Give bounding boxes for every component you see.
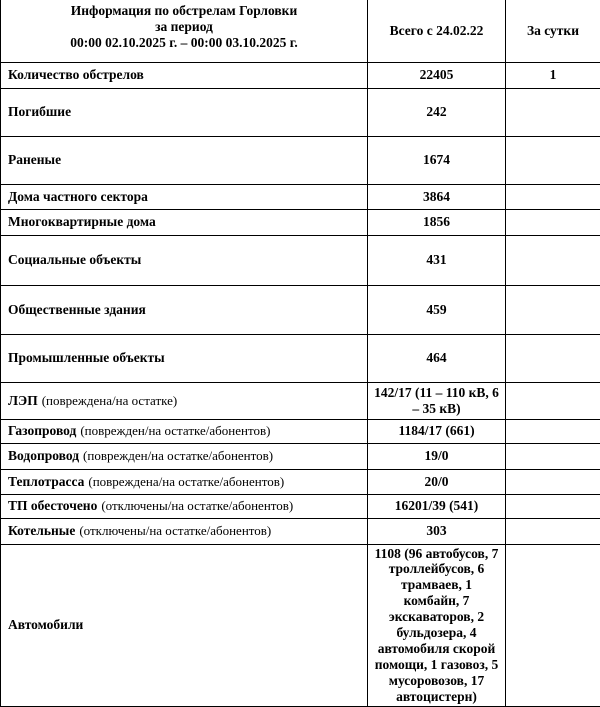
row-label-text: Котельные	[8, 523, 76, 539]
row-label-note: (отключены/на остатке/абонентов)	[79, 523, 272, 539]
table-row	[1, 235, 600, 285]
row-label	[1, 494, 368, 518]
column-header-total: Всего с 24.02.22	[368, 0, 506, 62]
report-title-cell	[1, 0, 368, 62]
daily-value	[506, 235, 600, 285]
table-header	[1, 0, 600, 62]
daily-value	[506, 285, 600, 334]
table-row	[1, 544, 600, 707]
total-value: 1108 (96 автобусов, 7 троллейбусов, 6 трамваев, 1 комбайн, 7 экскаваторов, 2 бульдозера, 4 автомобиля скорой помощи, 1 газовоз, 5 мусоровозов, 17 автоцистерн)	[368, 544, 506, 707]
daily-value	[506, 544, 600, 707]
row-label	[1, 518, 368, 544]
total-value: 431	[368, 235, 506, 285]
daily-value	[506, 494, 600, 518]
total-value: 303	[368, 518, 506, 544]
row-label-text: Количество обстрелов	[8, 67, 144, 83]
row-label	[1, 285, 368, 334]
table-row	[1, 469, 600, 494]
daily-value	[506, 184, 600, 209]
table-row	[1, 209, 600, 235]
row-label	[1, 443, 368, 469]
row-label-text: Многоквартирные дома	[8, 214, 156, 230]
row-label-note: (повреждена/на остатке)	[41, 392, 178, 408]
table-row	[1, 494, 600, 518]
row-label	[1, 209, 368, 235]
row-label-text: Теплотрасса	[8, 473, 85, 489]
row-label-text: Общественные здания	[8, 301, 146, 317]
row-label	[1, 544, 368, 707]
row-label-text: Промышленные объекты	[8, 350, 165, 366]
row-label-text: ТП обесточено	[8, 498, 98, 514]
row-label-note: (повреждена/на остатке/абонентов)	[88, 473, 285, 489]
daily-value	[506, 443, 600, 469]
row-label-note: (поврежден/на остатке/абонентов)	[80, 423, 271, 439]
daily-value	[506, 382, 600, 419]
daily-value	[506, 334, 600, 382]
row-label-text: Дома частного сектора	[8, 188, 148, 204]
row-label	[1, 419, 368, 443]
total-value: 22405	[368, 62, 506, 88]
daily-value	[506, 88, 600, 136]
report-title-line-2: за период	[155, 18, 213, 34]
total-value: 464	[368, 334, 506, 382]
column-header-daily: За сутки	[506, 0, 600, 62]
daily-value	[506, 518, 600, 544]
total-value: 3864	[368, 184, 506, 209]
total-value: 142/17 (11 – 110 кВ, 6 – 35 кВ)	[368, 382, 506, 419]
row-label-text: Водопровод	[8, 448, 80, 464]
daily-value	[506, 419, 600, 443]
report-title-line-1: Информация по обстрелам Горловки	[70, 3, 298, 18]
row-label-text: Социальные объекты	[8, 252, 142, 268]
total-value: 20/0	[368, 469, 506, 494]
report-title-line-3: 00:00 02.10.2025 г. – 00:00 03.10.2025 г.	[70, 34, 298, 50]
row-label	[1, 184, 368, 209]
total-value: 16201/39 (541)	[368, 494, 506, 518]
table-row	[1, 382, 600, 419]
header-row	[1, 0, 600, 62]
row-label-text: Автомобили	[8, 617, 84, 633]
table-row	[1, 62, 600, 88]
daily-value	[506, 209, 600, 235]
daily-value	[506, 136, 600, 184]
total-value: 459	[368, 285, 506, 334]
total-value: 19/0	[368, 443, 506, 469]
row-label	[1, 88, 368, 136]
total-value: 242	[368, 88, 506, 136]
row-label-text: Газопровод	[8, 423, 77, 439]
table-row	[1, 443, 600, 469]
table-row	[1, 334, 600, 382]
row-label-text: Погибшие	[8, 104, 72, 120]
row-label	[1, 62, 368, 88]
row-label-note: (поврежден/на остатке/абонентов)	[83, 448, 274, 464]
table-row	[1, 518, 600, 544]
row-label-text: Раненые	[8, 152, 62, 168]
row-label	[1, 136, 368, 184]
row-label	[1, 382, 368, 419]
row-label	[1, 235, 368, 285]
row-label-note: (отключены/на остатке/абонентов)	[101, 498, 294, 514]
table-body	[1, 62, 600, 707]
table-row	[1, 184, 600, 209]
daily-value: 1	[506, 62, 600, 88]
total-value: 1856	[368, 209, 506, 235]
daily-value	[506, 469, 600, 494]
table-row	[1, 136, 600, 184]
total-value: 1184/17 (661)	[368, 419, 506, 443]
table-row	[1, 88, 600, 136]
table-row	[1, 285, 600, 334]
row-label	[1, 334, 368, 382]
total-value: 1674	[368, 136, 506, 184]
row-label-text: ЛЭП	[8, 392, 38, 408]
row-label	[1, 469, 368, 494]
table-row	[1, 419, 600, 443]
